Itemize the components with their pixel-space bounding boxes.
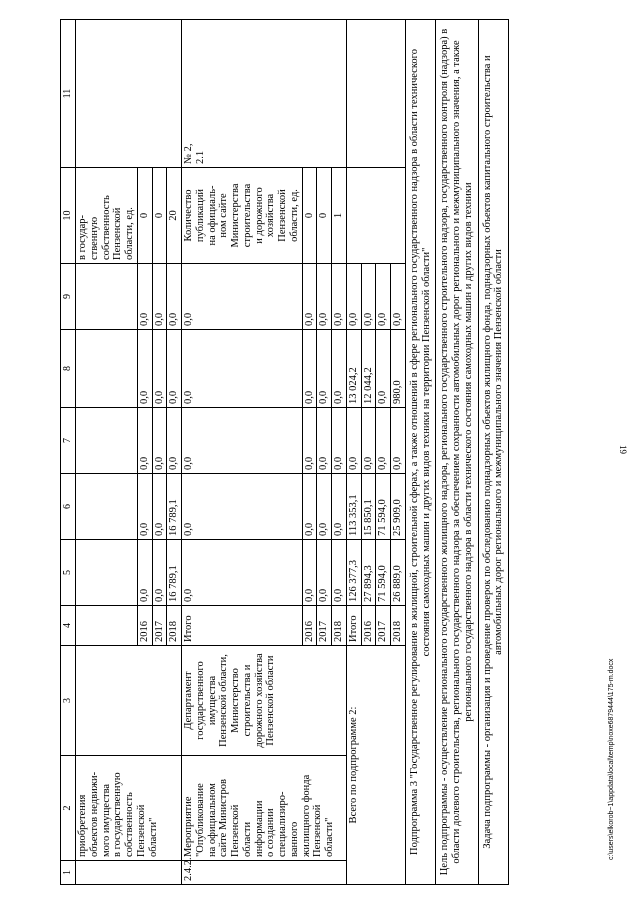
col-header: 11 — [61, 20, 76, 168]
rotated-table-wrapper — [60, 20, 600, 885]
column-number-row — [61, 20, 76, 885]
program-table — [60, 19, 509, 885]
total-label: Всего по подпрограмме 2: — [346, 646, 405, 885]
subprogram-goal: Цель подпрограммы - осуществление регионального государственного жилищного надзора, регионального государственного строительного надзора, государственного контроля (надзора) в области долевого строительства, регионального государственного надзора за обеспечением сохранности автомобильных дорог регионального и межмуниципального значения, а также регионального государственного надзора в области технического состояния самоходных машин и других видов техники — [436, 20, 478, 885]
indicator-text: в государ- ственную собственность Пензенской области, ед. — [76, 168, 138, 264]
measure-title: Мероприятие "Опубликование на официальном сайте Министров Пензенской области информации о создании специализиро- ванного жилищного фонда Пензенской области" — [182, 756, 347, 861]
col-header: 5 — [61, 540, 76, 606]
table-row — [405, 20, 436, 885]
col-header: 8 — [61, 330, 76, 408]
col-header: 4 — [61, 606, 76, 646]
executor: Департамент государственного имущества Пензенской области, Министерство строительства и дорожного хозяйства Пензенской области — [182, 646, 347, 756]
col-header: 9 — [61, 264, 76, 330]
measure-title: приобретения объектов недвижи- мого имущества в государственную собственность Пензенской области" — [76, 756, 182, 861]
table-row: 2016 0,0 0,0 0,0 0,0 0,0 0 — [302, 20, 317, 885]
table-row: 2017 0,0 0,0 0,0 0,0 0,0 0 — [317, 20, 332, 885]
table-row: 2017 0,0 0,0 0,0 0,0 0,0 0 — [152, 20, 167, 885]
table-row: 2017 71 594,0 71 594,0 0,0 0,0 0,0 — [376, 20, 391, 885]
table-row: 2018 26 889,0 25 909,0 0,0 980,0 0,0 — [391, 20, 406, 885]
table-row — [478, 20, 509, 885]
table-row: Всего по подпрограмме 2: Итого 126 377,3 113 353,1 0,0 13 024,2 0,0 — [346, 20, 361, 885]
subprogram-title: Подпрограмма 3 "Государственное регулирование в жилищной, строительной сферах, а также отношений в сфере регионального государственного надзора в области технического состояния самоходных машин и других видов техники на территории Пензенской области" — [405, 20, 436, 885]
table-row: 2018 16 789,1 16 789,1 0,0 0,0 0,0 20 — [167, 20, 182, 885]
indicator-text: Количество публикаций на официаль- ном сайте Министерства строительства и дорожного хозяйства Пензенской области, ед. — [182, 168, 303, 264]
table-row: 2018 0,0 0,0 0,0 0,0 0,0 1 — [332, 20, 347, 885]
col-header: 1 — [61, 861, 76, 885]
table-row: 2016 27 894,3 15 850,1 0,0 12 044,2 0,0 — [361, 20, 376, 885]
measure-number: 2.4.2. — [182, 861, 347, 885]
col-header: 2 — [61, 756, 76, 861]
table-row — [436, 20, 478, 885]
col-header: 10 — [61, 168, 76, 264]
page-number: 19 — [618, 445, 628, 454]
file-path: c:\users\elkorob~1\appdata\local\temp\noxe6879444\175-m.docx — [608, 658, 615, 860]
table-row — [76, 20, 138, 885]
table-row: 2.4.2. Мероприятие "Опубликование на официальном сайте Министров Пензенской области информации о создании специализиро- ванного жилищного фонда Пензенской области" Департамент государственного имущества Пензенской области, Министерство строительства и дорожного хозяйства Пензенской области Итого 0,0 0,0 0,0 0,0 0,0 Количество публикаций на официаль- ном сайте Министерства строительства и дорожного хозяйства Пензенской области, ед. № 2, 2.1 — [182, 20, 303, 885]
table-row: 2016 0,0 0,0 0,0 0,0 0,0 0 — [137, 20, 152, 885]
reference-number: № 2, 2.1 — [182, 20, 347, 168]
subprogram-task: Задача подпрограммы - организация и проведение проверок по обследованию поднадзорных объектов жилищного фонда, поднадзорных объектов капитального строительства и автомобильных дорог регионального и межмуниципального значения Пензенской области — [478, 20, 509, 885]
col-header: 7 — [61, 408, 76, 474]
col-header: 3 — [61, 646, 76, 756]
col-header: 6 — [61, 474, 76, 540]
